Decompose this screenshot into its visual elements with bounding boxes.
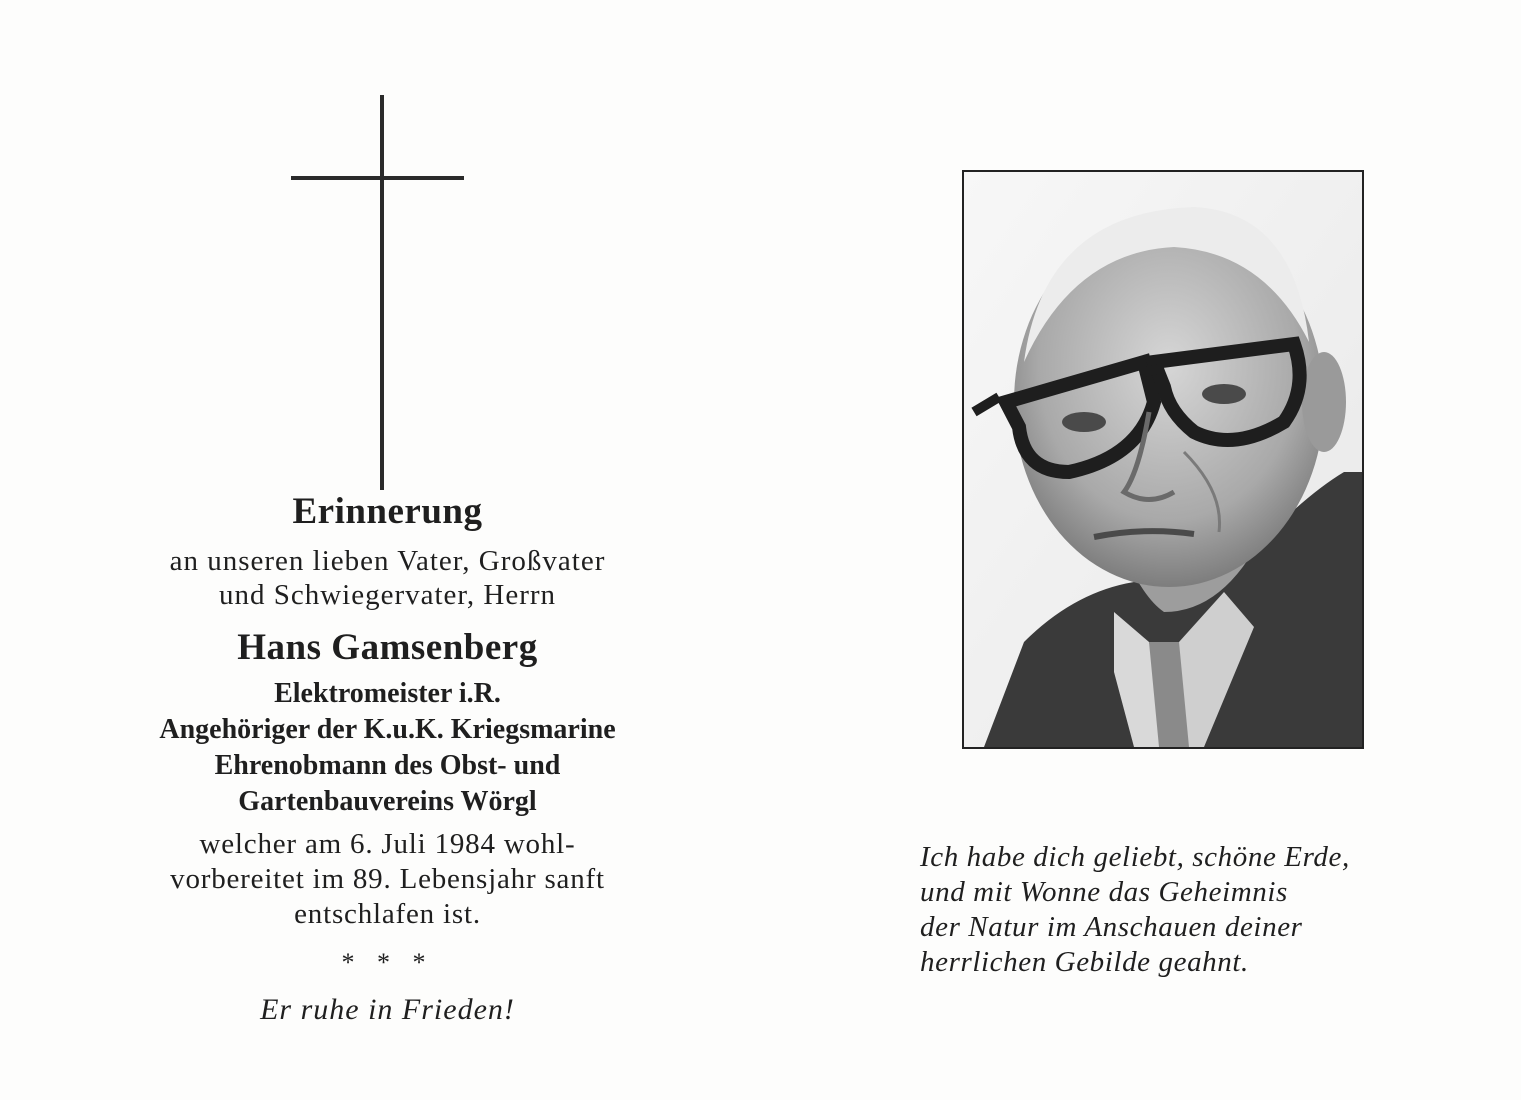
death-line: vorbereitet im 89. Lebensjahr sanft <box>170 863 605 895</box>
deceased-name: Hans Gamsenberg <box>237 627 538 668</box>
title-line: Ehrenobmann des Obst- und <box>214 750 561 781</box>
intro-line: und Schwiegervater, Herrn <box>218 579 557 611</box>
death-notice <box>90 827 685 932</box>
cross-icon-vertical <box>380 95 384 490</box>
title-line: Gartenbauvereins Wörgl <box>238 786 537 817</box>
portrait-photo <box>962 170 1364 749</box>
quote <box>920 840 1460 980</box>
quote-line: herrlichen Gebilde geahnt. <box>920 946 1249 978</box>
cross-icon-horizontal <box>291 176 464 180</box>
portrait-illustration <box>964 172 1362 747</box>
death-line: welcher am 6. Juli 1984 wohl- <box>199 828 576 860</box>
quote-line: der Natur im Anschauen deiner <box>920 911 1303 943</box>
intro-text <box>90 544 685 612</box>
death-line: entschlafen ist. <box>294 898 481 930</box>
heading: Erinnerung <box>292 491 483 532</box>
title-line: Angehöriger der K.u.K. Kriegsmarine <box>159 714 616 745</box>
separator: * * * <box>341 948 434 977</box>
titles-block <box>90 676 685 820</box>
title-line: Elektromeister i.R. <box>274 678 501 709</box>
quote-line: Ich habe dich geliebt, schöne Erde, <box>920 841 1350 873</box>
intro-line: an unseren lieben Vater, Großvater <box>169 545 606 577</box>
quote-line: und mit Wonne das Geheimnis <box>920 876 1288 908</box>
closing-phrase: Er ruhe in Frieden! <box>260 993 515 1026</box>
